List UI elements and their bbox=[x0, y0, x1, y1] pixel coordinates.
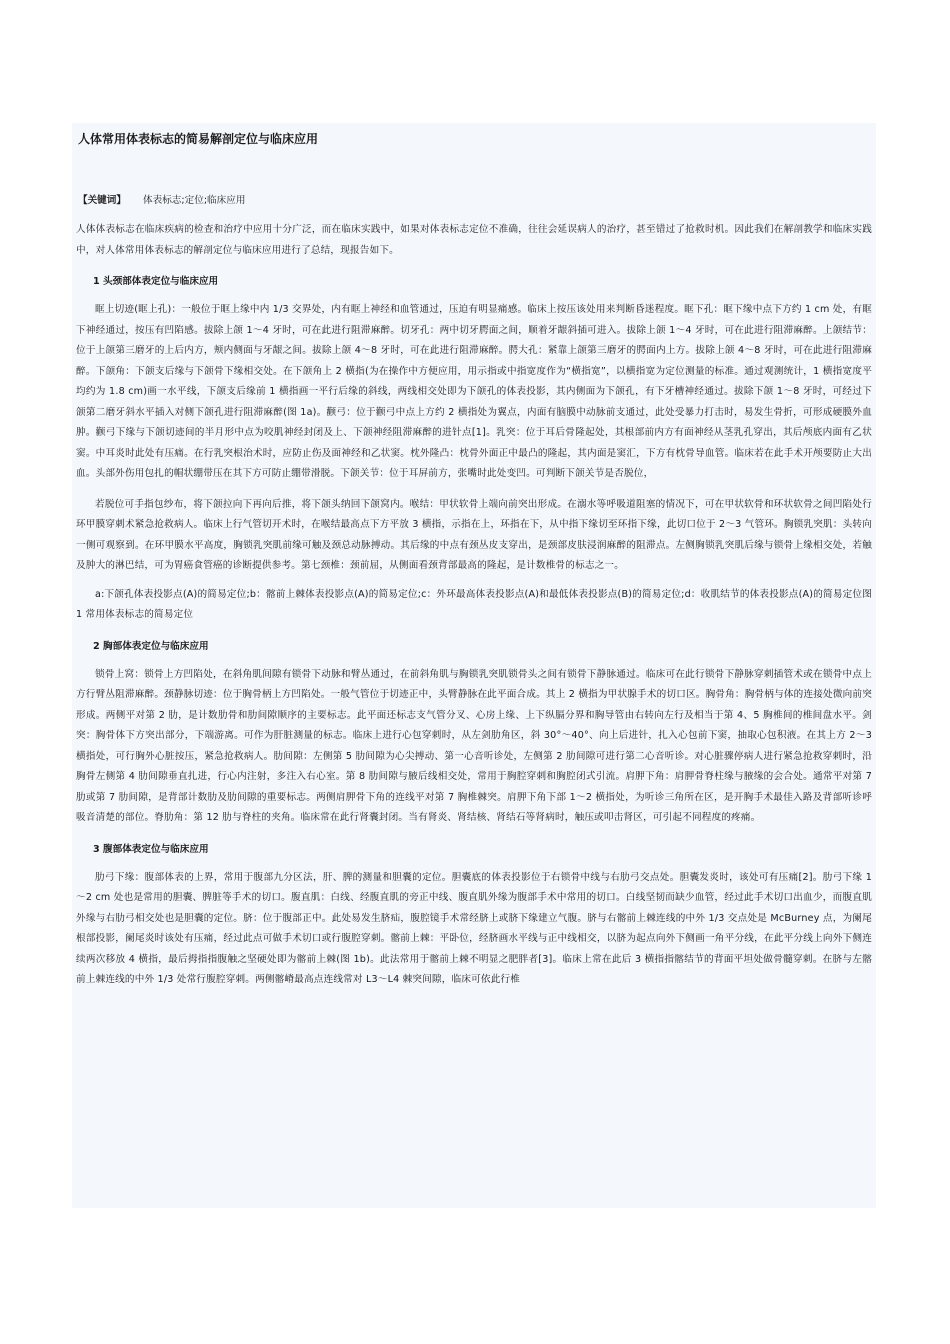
keywords bbox=[78, 194, 872, 208]
section-heading-chest: 2 胸部体表定位与临床应用 bbox=[93, 640, 209, 652]
section-heading-abdomen: 3 腹部体表定位与临床应用 bbox=[93, 843, 209, 855]
page-title: 人体常用体表标志的简易解剖定位与临床应用 bbox=[78, 132, 319, 146]
article bbox=[72, 123, 876, 1208]
intro-paragraph: 人体体表标志在临床疾病的检查和治疗中应用十分广泛，而在临床实践中，如果对体表标志定位不准确，往往会延误病人的治疗，甚至错过了抢救时机。因此我们在解剖教学和临床实践中，对人体常用体表标志的解剖定位与临床应用进行了总结，现报告如下。 bbox=[76, 224, 872, 256]
paragraph: 肋弓下缘：腹部体表的上界，常用于腹部九分区法，肝、脾的测量和胆囊的定位。胆囊底的体表投影位于右锁骨中线与右肋弓交点处。胆囊发炎时，该处可有压痛[2]。肋弓下缘 1～2 cm 处也是常用的胆囊、脾脏等手术的切口。腹直肌：白线、经腹直肌的旁正中线、腹直肌外缘为腹部手术中常用的切口。白线坚韧而缺少血管，经过此手术切口出血少，而腹直肌外缘与右肋弓相交处也是胆囊的定位。脐：位于腹部正中。此处易发生脐疝，腹腔镜手术常经脐上或脐下缘建立气腹。脐与右髂前上棘连线的中外 1/3 交点处是 McBurney 点，为阑尾根部投影，阑尾炎时该处有压痛，经过此点可做手术切口或行腹腔穿刺。髂前上棘：平卧位，经脐画水平线与正中线相交，以脐为起点向外下侧画一角平分线，在此平分线上向外下侧连续两次移放 4 横指，最后拇指指腹触之坚硬处即为髂前上棘(图 1b)。此法常用于髂前上棘不明显之肥胖者[3]。临床上常在此后 3 横指指髂结节的背面平坦处做骨髓穿刺。在脐与左髂前上棘连线的中外 1/3 处常行腹腔穿刺。两侧髂嵴最高点连线常对 L3～L4 棘突间隙，临床可依此行椎 bbox=[76, 871, 872, 985]
section-heading-head-neck: 1 头颈部体表定位与临床应用 bbox=[93, 276, 219, 287]
keywords-label: 【关键词】 bbox=[78, 195, 126, 206]
paragraph: 若脱位可手指包纱布，将下颌拉向下再向后推，将下颌头纳回下颌窝内。喉结：甲状软骨上端向前突出形成。在溺水等呼吸道阻塞的情况下，可在甲状软骨和环状软骨之间凹陷处行环甲膜穿刺术紧急抢救病人。临床上行气管切开术时，在喉结最高点下方平放 3 横指，示指在上，环指在下，从中指下缘切至环指下缘，此切口位于 2～3 气管环。胸锁乳突肌：头转向一侧可观察到。在环甲膜水平高度，胸锁乳突肌前缘可触及颈总动脉搏动。其后缘的中点有颈丛皮支穿出，是颈部皮肤浸润麻醉的阻滞点。左侧胸锁乳突肌后缘与锁骨上缘相交处，若触及肿大的淋巴结，可为胃癌食管癌的诊断提供参考。第七颈椎：颈前屈，从侧面看颈背部最高的隆起，是计数椎骨的标志之一。 bbox=[76, 498, 872, 571]
figure-caption: a:下颌孔体表投影点(A)的简易定位;b：髂前上棘体表投影点(A)的简易定位;c：外环最高体表投影点(A)和最低体表投影点(B)的简易定位;d：收肌结节的体表投影点(A)的简易定位图 1 常用体表标志的简易定位 bbox=[76, 588, 872, 620]
paragraph: 锁骨上窝：锁骨上方凹陷处，在斜角肌间隙有锁骨下动脉和臂丛通过，在前斜角肌与胸锁乳突肌锁骨头之间有锁骨下静脉通过。临床可在此行锁骨下静脉穿刺插管术或在锁骨中点上方行臂丛阻滞麻醉。颈静脉切迹：位于胸骨柄上方凹陷处。一般气管位于切迹正中，头臂静脉在此平面合成。其上 2 横指为甲状腺手术的切口区。胸骨角：胸骨柄与体的连接处微向前突形成。两侧平对第 2 肋，是计数肋骨和肋间隙顺序的主要标志。此平面还标志支气管分叉、心房上缘、上下纵膈分界和胸导管由右转向左行及相当于第 4、5 胸椎间的椎间盘水平。剑突：胸骨体下方突出部分，下端游离。可作为肝脏测量的标志。临床上进行心包穿刺时，从左剑肋角区，斜 30°～40°、向上后进针，扎入心包前下窦，抽取心包积液。在其上方 2～3 横指处，可行胸外心脏按压，紧急抢救病人。肋间隙：左侧第 5 肋间隙为心尖搏动、第一心音听诊处，左侧第 2 肋间隙可进行第二心音听诊。对心脏骤停病人进行紧急抢救穿刺时，沿胸骨左侧第 4 肋间隙垂直扎进，行心内注射，多注入右心室。第 8 肋间隙与腋后线相交处，常用于胸腔穿刺和胸腔闭式引流。肩胛下角：肩胛骨脊柱缘与腋缘的会合处。通常平对第 7 肋或第 7 肋间隙，是背部计数肋及肋间隙的重要标志。两侧肩胛骨下角的连线平对第 7 胸椎棘突。肩胛下角下部 1～2 横指处，为听诊三角所在区，是开胸手术最佳入路及背部听诊呼吸音清楚的部位。脊肋角：第 12 肋与脊柱的夹角。临床常在此行肾囊封闭。当有肾炎、肾结核、肾结石等肾病时，触压或叩击肾区，可引起不同程度的疼痛。 bbox=[76, 668, 872, 823]
paragraph: 眶上切迹(眶上孔)：一般位于眶上缘中内 1/3 交界处，内有眶上神经和血管通过，压迫有明显痛感。临床上按压该处用来判断昏迷程度。眶下孔：眶下缘中点下方约 1 cm 处，有眶下神经通过，按压有凹陷感。拔除上颌 1～4 牙时，可在此进行阻滞麻醉。切牙孔：两中切牙腭面之间，顺着牙龈斜插可进入。拔除上颌 1～4 牙时，可在此进行阻滞麻醉。上颌结节：位于上颌第三磨牙的上后内方，颊内侧面与牙龈之间。拔除上颌 4～8 牙时，可在此进行阻滞麻醉。腭大孔：紧靠上颌第三磨牙的腭面内上方。拔除上颌 4～8 牙时，可在此进行阻滞麻醉。下颌角：下颌支后缘与下颌骨下缘相交处。在下颌角上 2 横指(为在操作中方便应用，用示指或中指宽度作为“横指宽”，以横指宽为定位测量的标准。通过观测统计，1 横指宽度平均约为 1.8 cm)画一水平线，下颌支后缘前 1 横指画一平行后缘的斜线，两线相交处即为下颌孔的体表投影，其内侧面为下颌孔，有下牙槽神经通过。拔除下颌 1～8 牙时，可经过下颌第二磨牙斜水平插入对侧下颌孔进行阻滞麻醉(图 1a)。颧弓：位于颧弓中点上方约 2 横指处为翼点，内面有脑膜中动脉前支通过，此处受暴力打击时，易发生骨折，可形成硬膜外血肿。颧弓下缘与下颌切迹间的半月形中点为咬肌神经封闭及上、下颌神经阻滞麻醉的进针点[1]。乳突：位于耳后骨隆起处，其根部前内方有面神经从茎乳孔穿出，其后颅底内面有乙状窦。中耳炎时此处有压痛。在行乳突根治术时，应防止伤及面神经和乙状窦。枕外隆凸：枕骨外面正中最凸的隆起，其内面是窦汇，下方有枕骨导血管。临床若在此手术开颅要防止大出血。头部外伤用包扎的帽状绷带压在其下方可防止绷带滑脱。下颌关节：位于耳屏前方，张嘴时此处变凹。可判断下颌关节是否脱位， bbox=[76, 304, 872, 479]
keywords-value: 体表标志;定位;临床应用 bbox=[143, 195, 246, 206]
